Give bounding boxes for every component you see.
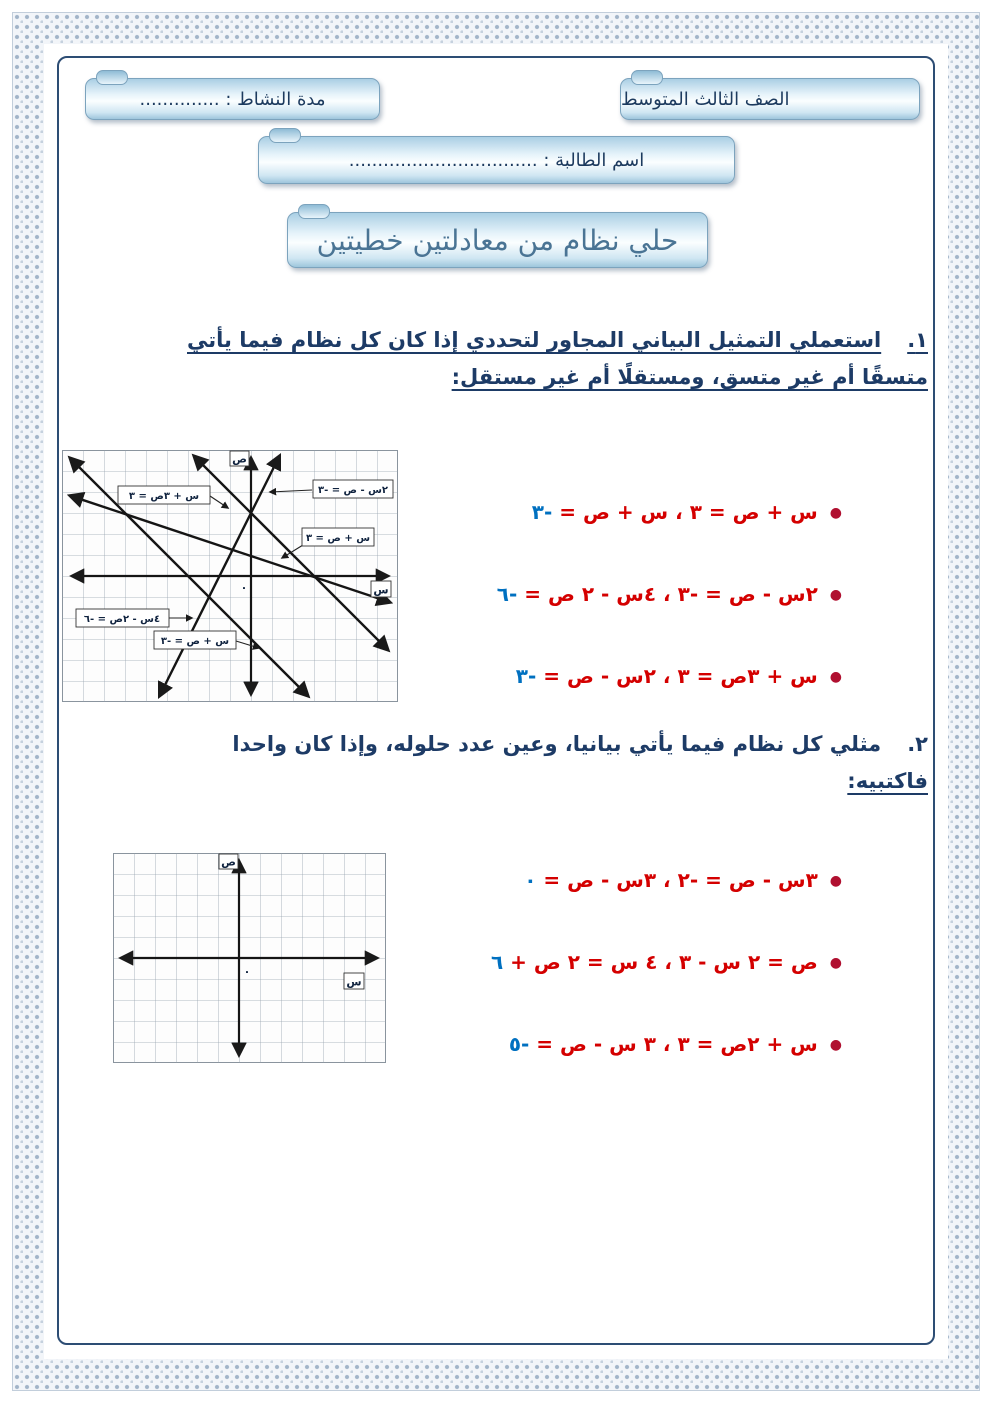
q1-eq1-value: -٣ xyxy=(531,500,553,524)
q2-prompt-line2 xyxy=(64,763,928,800)
page-title: حلي نظام من معادلتين خطيتين xyxy=(316,223,679,257)
q1-equation-bullet-1 xyxy=(497,497,842,527)
q2-equation-bullet-1 xyxy=(491,865,842,895)
q1-number: ١. xyxy=(907,328,928,352)
y-axis-label: ص xyxy=(232,452,247,466)
q2-eq1-value: ٠ xyxy=(524,868,537,892)
q2-section xyxy=(64,726,928,800)
q2-prompt-text1: مثلي كل نظام فيما يأتي بيانيا، وعين عدد حلوله، وإذا كان واحدا xyxy=(232,732,882,756)
graph-label-2x-minus-y: ٢س - ص = -٣ xyxy=(317,485,389,496)
bullet-dot-icon: ● xyxy=(829,587,842,603)
q1-bullets xyxy=(497,497,842,743)
q2-prompt-text2: فاكتبيه: xyxy=(847,769,928,793)
student-name-banner xyxy=(258,136,735,184)
q1-eq2-body: ٢س - ص = -٣ ، ٤س - ٢ ص = xyxy=(517,582,818,606)
blank-grid-svg xyxy=(113,853,386,1063)
q1-prompt-text1: استعملي التمثيل البياني المجاور لتحددي إذا كان كل نظام فيما يأتي xyxy=(187,328,882,352)
bullet-dot-icon: ● xyxy=(829,1037,842,1053)
y-axis-label: ص xyxy=(221,855,236,869)
q1-equation-bullet-2 xyxy=(497,579,842,609)
graph-label-x-plus-y-3: س + ص = ٣ xyxy=(305,533,371,544)
q1-graph xyxy=(62,450,398,706)
graph-label-x-plus-3y: س + ٣ص = ٣ xyxy=(128,491,200,502)
q2-equation-bullet-3 xyxy=(491,1029,842,1059)
q1-prompt-text2: متسقًا أم غير متسق، ومستقلًا أم غير مستقل: xyxy=(451,365,928,389)
q1-eq1-body: س + ص = ٣ ، س + ص = xyxy=(552,500,818,524)
bullet-dot-icon: ● xyxy=(829,955,842,971)
student-name-label: اسم الطالبة : ................................. xyxy=(348,149,645,171)
q2-eq2-body: ص = ٢ س - ٣ ، ٤ س = ٢ ص + xyxy=(503,950,818,974)
q1-prompt-line1 xyxy=(64,322,928,359)
x-axis-label: س xyxy=(373,583,389,597)
q2-equation-bullet-2 xyxy=(491,947,842,977)
grade-label: الصف الثالث المتوسط xyxy=(621,88,790,110)
bullet-dot-icon: ● xyxy=(829,505,842,521)
q1-eq2-value: -٦ xyxy=(496,582,518,606)
q2-bullets xyxy=(491,865,842,1111)
systems-graph-svg xyxy=(62,450,398,702)
q2-eq2-value: ٦ xyxy=(490,950,504,974)
bullet-dot-icon: ● xyxy=(829,873,842,889)
origin-label: ٠ xyxy=(240,581,248,594)
q2-number: ٢. xyxy=(907,732,928,756)
duration-banner xyxy=(85,78,380,120)
bullet-dot-icon: ● xyxy=(829,669,842,685)
title-banner xyxy=(287,212,708,268)
q1-equation-bullet-3 xyxy=(497,661,842,691)
q2-prompt-line1 xyxy=(64,726,928,763)
graph-label-4x-minus-2y: ٤س - ٢ص = -٦ xyxy=(83,614,161,625)
q1-eq3-value: -٣ xyxy=(515,664,537,688)
graph-label-x-plus-y-neg3: س + ص = -٣ xyxy=(160,636,230,647)
duration-label: مدة النشاط : .............. xyxy=(139,88,326,110)
q1-section xyxy=(64,322,928,396)
q1-prompt-line2 xyxy=(64,359,928,396)
q2-eq3-body: س + ٢ص = ٣ ، ٣ س - ص = xyxy=(529,1032,818,1056)
q2-eq1-body: ٣س - ص = -٢ ، ٣س - ص = xyxy=(536,868,818,892)
origin-label: ٠ xyxy=(243,965,251,978)
q2-eq3-value: -٥ xyxy=(508,1032,530,1056)
q1-eq3-body: س + ٣ص = ٣ ، ٢س - ص = xyxy=(536,664,818,688)
x-axis-label: س xyxy=(346,975,362,989)
grade-banner xyxy=(620,78,920,120)
q2-graph xyxy=(113,853,386,1067)
